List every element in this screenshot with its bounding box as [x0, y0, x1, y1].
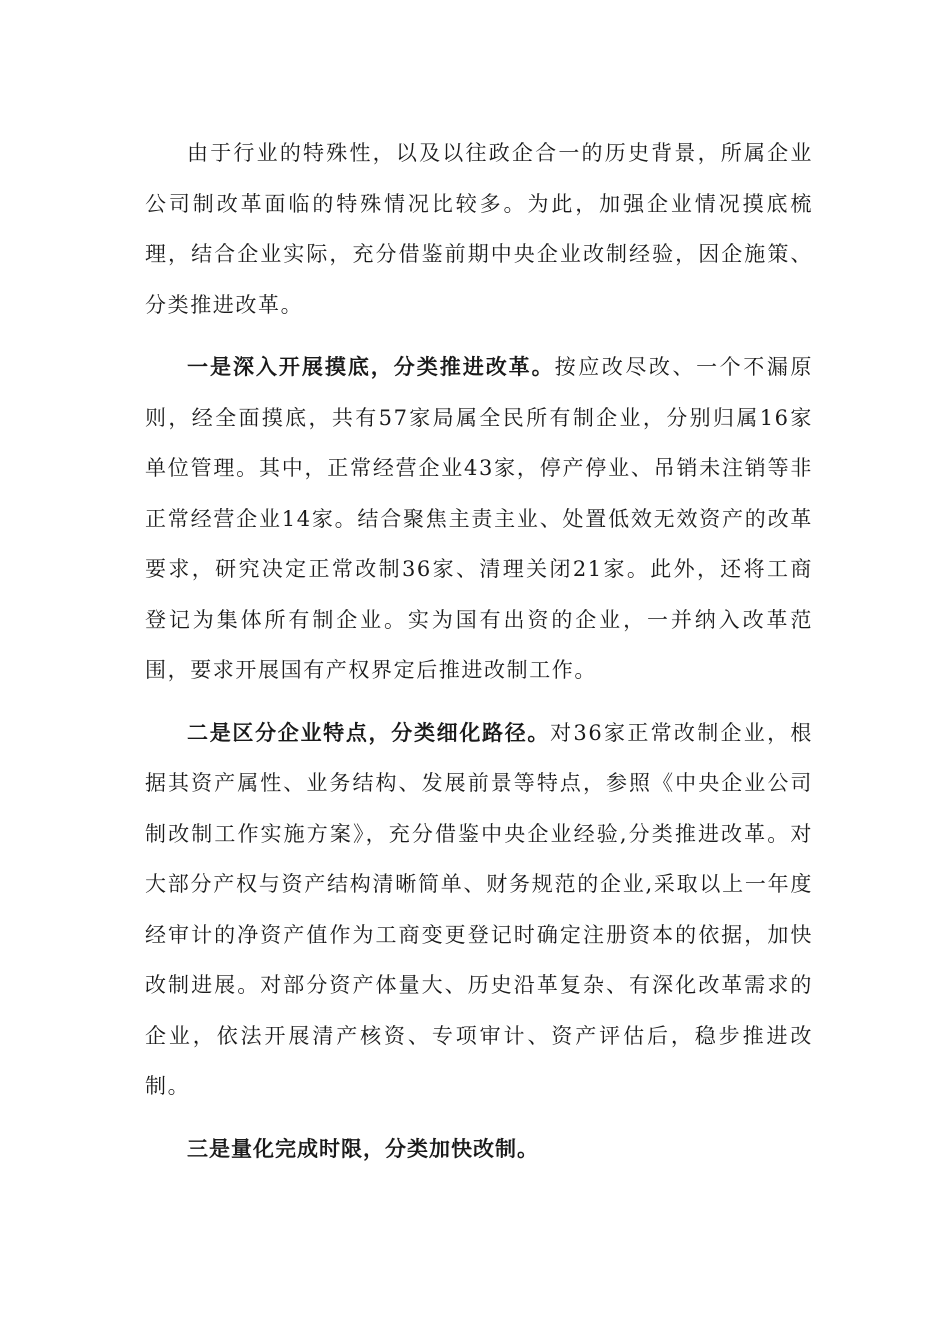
- document-body: [145, 128, 813, 1174]
- paragraph-point-two-heading: 二是区分企业特点，分类细化路径。: [187, 720, 551, 745]
- paragraph-point-one-heading: 一是深入开展摸底，分类推进改革。: [187, 355, 555, 379]
- paragraph-point-two: [145, 708, 813, 1112]
- paragraph-point-one-text: 按应改尽改、一个不漏原则，经全面摸底，共有57家局属全民所有制企业，分别归属16家单位管理。其中，正常经营企业43家，停产停业、吊销未注销等非正常经营企业14家。结合聚焦主责主业、处置低效无效资产的改革要求，研究决定正常改制36家、清理关闭21家。此外，还将工商登记为集体所有制企业。实为国有出资的企业，一并纳入改革范围，要求开展国有产权界定后推进改制工作。: [145, 355, 813, 682]
- paragraph-intro: [145, 128, 813, 330]
- paragraph-point-three: [145, 1124, 813, 1175]
- paragraph-point-three-heading: 三是量化完成时限，分类加快改制。: [187, 1136, 539, 1161]
- paragraph-point-two-text: 对36家正常改制企业，根据其资产属性、业务结构、发展前景等特点，参照《中央企业公司制改制工作实施方案》，充分借鉴中央企业经验,分类推进改革。对大部分产权与资产结构清晰简单、财务规范的企业,采取以上一年度经审计的净资产值作为工商变更登记时确定注册资本的依据，加快改制进展。对部分资产体量大、历史沿革复杂、有深化改革需求的企业，依法开展清产核资、专项审计、资产评估后，稳步推进改制。: [145, 720, 813, 1098]
- paragraph-intro-text: 由于行业的特殊性，以及以往政企合一的历史背景，所属企业公司制改革面临的特殊情况比较多。为此，加强企业情况摸底梳理，结合企业实际，充分借鉴前期中央企业改制经验，因企施策、分类推进改革。: [145, 141, 813, 317]
- paragraph-point-one: [145, 342, 813, 696]
